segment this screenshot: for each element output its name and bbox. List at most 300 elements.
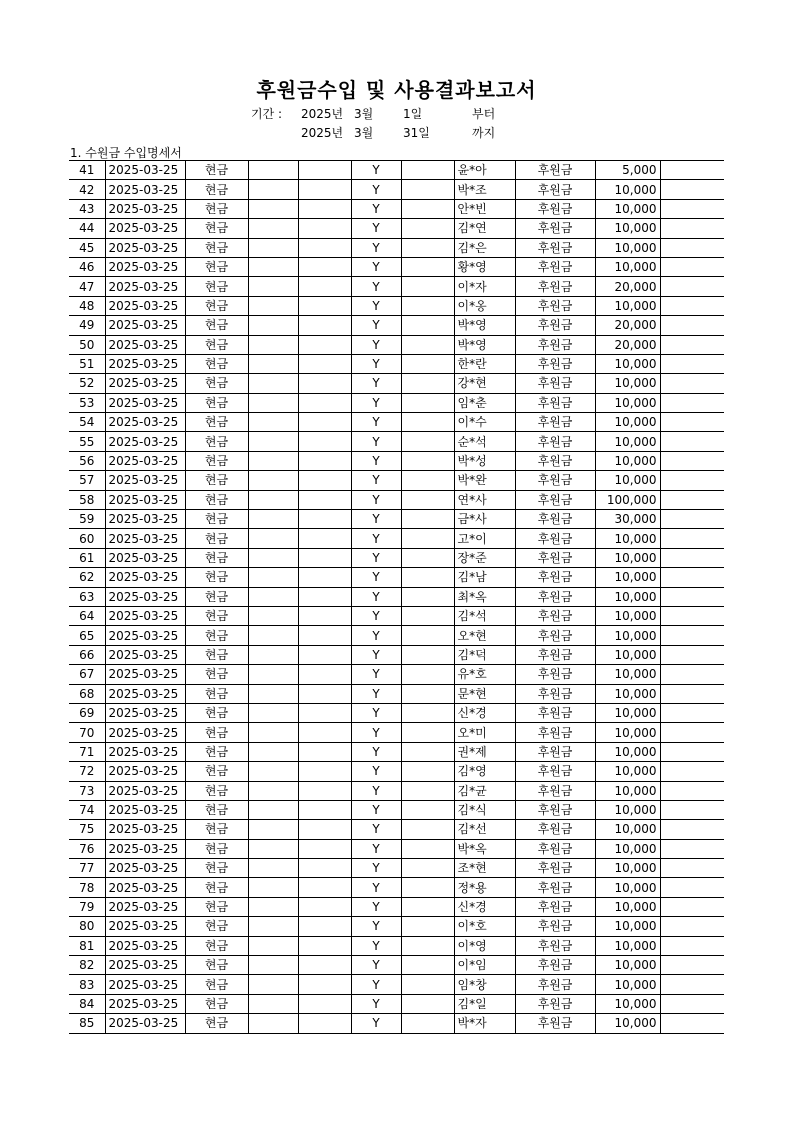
cell-amount: 10,000 [595, 956, 660, 975]
cell-no: 82 [69, 956, 105, 975]
cell-blank [660, 374, 724, 393]
cell-category: 후원금 [515, 219, 595, 238]
cell-blank [401, 742, 454, 761]
cell-blank [401, 878, 454, 897]
cell-type: 현금 [185, 587, 248, 606]
cell-flag: Y [351, 568, 401, 587]
cell-date: 2025-03-25 [105, 354, 185, 373]
cell-category: 후원금 [515, 257, 595, 276]
cell-no: 46 [69, 257, 105, 276]
cell-blank [248, 956, 298, 975]
cell-no: 81 [69, 936, 105, 955]
cell-no: 84 [69, 994, 105, 1013]
cell-no: 67 [69, 665, 105, 684]
period-end-suffix: 까지 [472, 126, 496, 140]
cell-date: 2025-03-25 [105, 936, 185, 955]
table-row [69, 490, 724, 509]
cell-flag: Y [351, 335, 401, 354]
cell-no: 78 [69, 878, 105, 897]
cell-flag: Y [351, 510, 401, 529]
cell-blank [298, 238, 351, 257]
cell-amount: 10,000 [595, 684, 660, 703]
cell-blank [298, 606, 351, 625]
cell-flag: Y [351, 956, 401, 975]
cell-blank [401, 490, 454, 509]
cell-category: 후원금 [515, 684, 595, 703]
cell-amount: 5,000 [595, 161, 660, 180]
cell-amount: 10,000 [595, 413, 660, 432]
table-row [69, 703, 724, 722]
period-label: 기간 : [251, 107, 283, 121]
cell-blank [298, 529, 351, 548]
cell-date: 2025-03-25 [105, 490, 185, 509]
cell-amount: 10,000 [595, 393, 660, 412]
cell-donor-name: 고*이 [454, 529, 515, 548]
cell-amount: 10,000 [595, 839, 660, 858]
cell-blank [401, 975, 454, 994]
cell-type: 현금 [185, 645, 248, 664]
cell-donor-name: 조*현 [454, 859, 515, 878]
table-row [69, 432, 724, 451]
cell-date: 2025-03-25 [105, 219, 185, 238]
cell-amount: 10,000 [595, 994, 660, 1013]
cell-flag: Y [351, 800, 401, 819]
cell-type: 현금 [185, 897, 248, 916]
table-row [69, 956, 724, 975]
cell-amount: 10,000 [595, 1014, 660, 1033]
cell-blank [401, 199, 454, 218]
cell-donor-name: 문*현 [454, 684, 515, 703]
cell-category: 후원금 [515, 917, 595, 936]
cell-blank [298, 684, 351, 703]
cell-blank [660, 510, 724, 529]
cell-blank [248, 451, 298, 470]
table-row [69, 587, 724, 606]
cell-amount: 20,000 [595, 316, 660, 335]
cell-blank [660, 296, 724, 315]
cell-blank [298, 626, 351, 645]
cell-amount: 10,000 [595, 762, 660, 781]
cell-blank [660, 413, 724, 432]
cell-no: 44 [69, 219, 105, 238]
cell-blank [660, 199, 724, 218]
cell-blank [660, 626, 724, 645]
cell-type: 현금 [185, 316, 248, 335]
cell-blank [660, 1014, 724, 1033]
cell-flag: Y [351, 917, 401, 936]
cell-category: 후원금 [515, 296, 595, 315]
cell-blank [401, 432, 454, 451]
cell-type: 현금 [185, 800, 248, 819]
cell-blank [401, 238, 454, 257]
cell-blank [248, 781, 298, 800]
cell-donor-name: 연*사 [454, 490, 515, 509]
cell-type: 현금 [185, 723, 248, 742]
cell-category: 후원금 [515, 451, 595, 470]
cell-blank [248, 917, 298, 936]
cell-donor-name: 정*용 [454, 878, 515, 897]
cell-blank [298, 587, 351, 606]
cell-date: 2025-03-25 [105, 1014, 185, 1033]
cell-flag: Y [351, 665, 401, 684]
cell-blank [298, 800, 351, 819]
table-row [69, 529, 724, 548]
cell-blank [298, 665, 351, 684]
cell-no: 52 [69, 374, 105, 393]
cell-flag: Y [351, 432, 401, 451]
cell-donor-name: 이*임 [454, 956, 515, 975]
cell-blank [298, 296, 351, 315]
cell-date: 2025-03-25 [105, 917, 185, 936]
table-row [69, 257, 724, 276]
cell-amount: 10,000 [595, 180, 660, 199]
cell-type: 현금 [185, 432, 248, 451]
cell-flag: Y [351, 180, 401, 199]
cell-blank [660, 238, 724, 257]
period-end-year: 2025년 [301, 126, 344, 140]
cell-type: 현금 [185, 199, 248, 218]
cell-category: 후원금 [515, 645, 595, 664]
cell-donor-name: 강*현 [454, 374, 515, 393]
income-ledger-table [69, 160, 724, 1034]
cell-flag: Y [351, 161, 401, 180]
cell-blank [248, 665, 298, 684]
cell-flag: Y [351, 606, 401, 625]
cell-type: 현금 [185, 374, 248, 393]
cell-category: 후원금 [515, 820, 595, 839]
cell-blank [298, 432, 351, 451]
cell-blank [248, 587, 298, 606]
table-row [69, 859, 724, 878]
report-title: 후원금수입 및 사용결과보고서 [256, 78, 537, 102]
cell-type: 현금 [185, 451, 248, 470]
cell-flag: Y [351, 742, 401, 761]
cell-category: 후원금 [515, 354, 595, 373]
cell-blank [298, 568, 351, 587]
table-row [69, 878, 724, 897]
cell-blank [248, 839, 298, 858]
cell-blank [401, 374, 454, 393]
cell-blank [660, 277, 724, 296]
cell-date: 2025-03-25 [105, 781, 185, 800]
cell-blank [298, 936, 351, 955]
cell-no: 79 [69, 897, 105, 916]
cell-blank [248, 316, 298, 335]
cell-amount: 10,000 [595, 257, 660, 276]
cell-blank [401, 839, 454, 858]
ledger-body [69, 161, 724, 1034]
cell-donor-name: 김*일 [454, 994, 515, 1013]
cell-flag: Y [351, 296, 401, 315]
cell-blank [660, 723, 724, 742]
cell-blank [298, 742, 351, 761]
cell-blank [660, 859, 724, 878]
cell-blank [298, 975, 351, 994]
cell-type: 현금 [185, 994, 248, 1013]
cell-amount: 10,000 [595, 820, 660, 839]
cell-date: 2025-03-25 [105, 897, 185, 916]
cell-blank [248, 354, 298, 373]
cell-amount: 10,000 [595, 742, 660, 761]
cell-blank [660, 548, 724, 567]
cell-flag: Y [351, 219, 401, 238]
cell-donor-name: 최*옥 [454, 587, 515, 606]
cell-category: 후원금 [515, 800, 595, 819]
cell-blank [660, 897, 724, 916]
cell-date: 2025-03-25 [105, 587, 185, 606]
cell-date: 2025-03-25 [105, 645, 185, 664]
cell-type: 현금 [185, 393, 248, 412]
cell-blank [298, 180, 351, 199]
cell-blank [401, 936, 454, 955]
cell-flag: Y [351, 354, 401, 373]
cell-blank [401, 994, 454, 1013]
cell-blank [660, 645, 724, 664]
cell-donor-name: 이*호 [454, 917, 515, 936]
cell-date: 2025-03-25 [105, 606, 185, 625]
cell-blank [401, 820, 454, 839]
cell-flag: Y [351, 994, 401, 1013]
cell-no: 75 [69, 820, 105, 839]
cell-date: 2025-03-25 [105, 432, 185, 451]
cell-blank [660, 257, 724, 276]
cell-date: 2025-03-25 [105, 199, 185, 218]
cell-no: 60 [69, 529, 105, 548]
cell-no: 61 [69, 548, 105, 567]
cell-flag: Y [351, 451, 401, 470]
cell-amount: 10,000 [595, 548, 660, 567]
cell-date: 2025-03-25 [105, 703, 185, 722]
cell-blank [248, 161, 298, 180]
cell-flag: Y [351, 762, 401, 781]
cell-blank [248, 432, 298, 451]
cell-category: 후원금 [515, 277, 595, 296]
cell-blank [248, 257, 298, 276]
cell-type: 현금 [185, 257, 248, 276]
cell-no: 50 [69, 335, 105, 354]
cell-donor-name: 박*옥 [454, 839, 515, 858]
cell-category: 후원금 [515, 975, 595, 994]
cell-donor-name: 박*자 [454, 1014, 515, 1033]
cell-blank [248, 684, 298, 703]
section-title: 1. 수원금 수입명세서 [70, 146, 182, 160]
cell-donor-name: 김*연 [454, 219, 515, 238]
cell-flag: Y [351, 548, 401, 567]
cell-blank [401, 180, 454, 199]
table-row [69, 800, 724, 819]
cell-no: 55 [69, 432, 105, 451]
table-row [69, 897, 724, 916]
cell-blank [401, 956, 454, 975]
cell-donor-name: 김*식 [454, 800, 515, 819]
cell-blank [298, 645, 351, 664]
cell-no: 69 [69, 703, 105, 722]
cell-blank [298, 703, 351, 722]
cell-no: 48 [69, 296, 105, 315]
cell-category: 후원금 [515, 897, 595, 916]
cell-category: 후원금 [515, 199, 595, 218]
cell-blank [298, 490, 351, 509]
cell-category: 후원금 [515, 587, 595, 606]
cell-flag: Y [351, 529, 401, 548]
cell-amount: 20,000 [595, 335, 660, 354]
cell-category: 후원금 [515, 626, 595, 645]
cell-category: 후원금 [515, 432, 595, 451]
cell-type: 현금 [185, 490, 248, 509]
cell-donor-name: 박*완 [454, 471, 515, 490]
cell-amount: 10,000 [595, 645, 660, 664]
cell-no: 56 [69, 451, 105, 470]
table-row [69, 606, 724, 625]
cell-no: 53 [69, 393, 105, 412]
cell-blank [248, 568, 298, 587]
cell-blank [401, 626, 454, 645]
cell-blank [248, 548, 298, 567]
cell-amount: 10,000 [595, 665, 660, 684]
table-row [69, 451, 724, 470]
cell-category: 후원금 [515, 490, 595, 509]
cell-blank [298, 354, 351, 373]
cell-blank [401, 161, 454, 180]
cell-blank [401, 684, 454, 703]
cell-blank [248, 975, 298, 994]
cell-blank [248, 471, 298, 490]
table-row [69, 820, 724, 839]
cell-date: 2025-03-25 [105, 859, 185, 878]
cell-blank [248, 393, 298, 412]
cell-type: 현금 [185, 956, 248, 975]
cell-amount: 10,000 [595, 917, 660, 936]
table-row [69, 277, 724, 296]
cell-flag: Y [351, 587, 401, 606]
cell-flag: Y [351, 413, 401, 432]
cell-blank [298, 781, 351, 800]
cell-blank [248, 529, 298, 548]
table-row [69, 645, 724, 664]
cell-flag: Y [351, 859, 401, 878]
cell-category: 후원금 [515, 723, 595, 742]
cell-blank [660, 161, 724, 180]
cell-no: 62 [69, 568, 105, 587]
cell-donor-name: 이*영 [454, 936, 515, 955]
cell-category: 후원금 [515, 413, 595, 432]
cell-blank [401, 859, 454, 878]
cell-date: 2025-03-25 [105, 393, 185, 412]
cell-amount: 20,000 [595, 277, 660, 296]
cell-date: 2025-03-25 [105, 800, 185, 819]
cell-blank [248, 800, 298, 819]
cell-blank [401, 257, 454, 276]
cell-flag: Y [351, 490, 401, 509]
cell-amount: 30,000 [595, 510, 660, 529]
table-row [69, 839, 724, 858]
cell-blank [660, 703, 724, 722]
table-row [69, 335, 724, 354]
cell-donor-name: 김*덕 [454, 645, 515, 664]
cell-date: 2025-03-25 [105, 161, 185, 180]
cell-date: 2025-03-25 [105, 238, 185, 257]
cell-no: 73 [69, 781, 105, 800]
table-row [69, 936, 724, 955]
cell-amount: 10,000 [595, 936, 660, 955]
cell-blank [248, 994, 298, 1013]
cell-flag: Y [351, 316, 401, 335]
cell-blank [660, 606, 724, 625]
cell-flag: Y [351, 199, 401, 218]
cell-blank [401, 606, 454, 625]
cell-type: 현금 [185, 161, 248, 180]
cell-category: 후원금 [515, 335, 595, 354]
cell-blank [660, 316, 724, 335]
cell-donor-name: 김*은 [454, 238, 515, 257]
cell-amount: 10,000 [595, 374, 660, 393]
cell-donor-name: 김*남 [454, 568, 515, 587]
cell-blank [401, 703, 454, 722]
cell-blank [298, 548, 351, 567]
cell-donor-name: 박*영 [454, 316, 515, 335]
cell-date: 2025-03-25 [105, 723, 185, 742]
cell-donor-name: 이*수 [454, 413, 515, 432]
table-row [69, 994, 724, 1013]
cell-no: 76 [69, 839, 105, 858]
cell-blank [401, 354, 454, 373]
cell-blank [401, 723, 454, 742]
table-row [69, 354, 724, 373]
cell-blank [248, 238, 298, 257]
cell-blank [298, 161, 351, 180]
cell-blank [248, 413, 298, 432]
cell-blank [248, 723, 298, 742]
cell-donor-name: 오*미 [454, 723, 515, 742]
cell-blank [660, 354, 724, 373]
cell-blank [660, 762, 724, 781]
cell-blank [401, 471, 454, 490]
cell-date: 2025-03-25 [105, 510, 185, 529]
table-row [69, 413, 724, 432]
cell-amount: 10,000 [595, 238, 660, 257]
cell-category: 후원금 [515, 316, 595, 335]
cell-date: 2025-03-25 [105, 820, 185, 839]
cell-type: 현금 [185, 296, 248, 315]
table-row [69, 781, 724, 800]
cell-flag: Y [351, 936, 401, 955]
cell-category: 후원금 [515, 665, 595, 684]
cell-donor-name: 김*영 [454, 762, 515, 781]
cell-amount: 10,000 [595, 587, 660, 606]
cell-amount: 10,000 [595, 800, 660, 819]
cell-blank [298, 451, 351, 470]
cell-amount: 10,000 [595, 606, 660, 625]
table-row [69, 665, 724, 684]
table-row [69, 296, 724, 315]
cell-blank [248, 296, 298, 315]
cell-no: 65 [69, 626, 105, 645]
cell-type: 현금 [185, 703, 248, 722]
cell-no: 59 [69, 510, 105, 529]
cell-blank [660, 180, 724, 199]
cell-date: 2025-03-25 [105, 762, 185, 781]
cell-blank [401, 393, 454, 412]
cell-date: 2025-03-25 [105, 742, 185, 761]
table-row [69, 762, 724, 781]
cell-donor-name: 오*현 [454, 626, 515, 645]
cell-no: 80 [69, 917, 105, 936]
cell-blank [298, 199, 351, 218]
cell-no: 43 [69, 199, 105, 218]
table-row [69, 626, 724, 645]
cell-type: 현금 [185, 335, 248, 354]
cell-blank [248, 606, 298, 625]
